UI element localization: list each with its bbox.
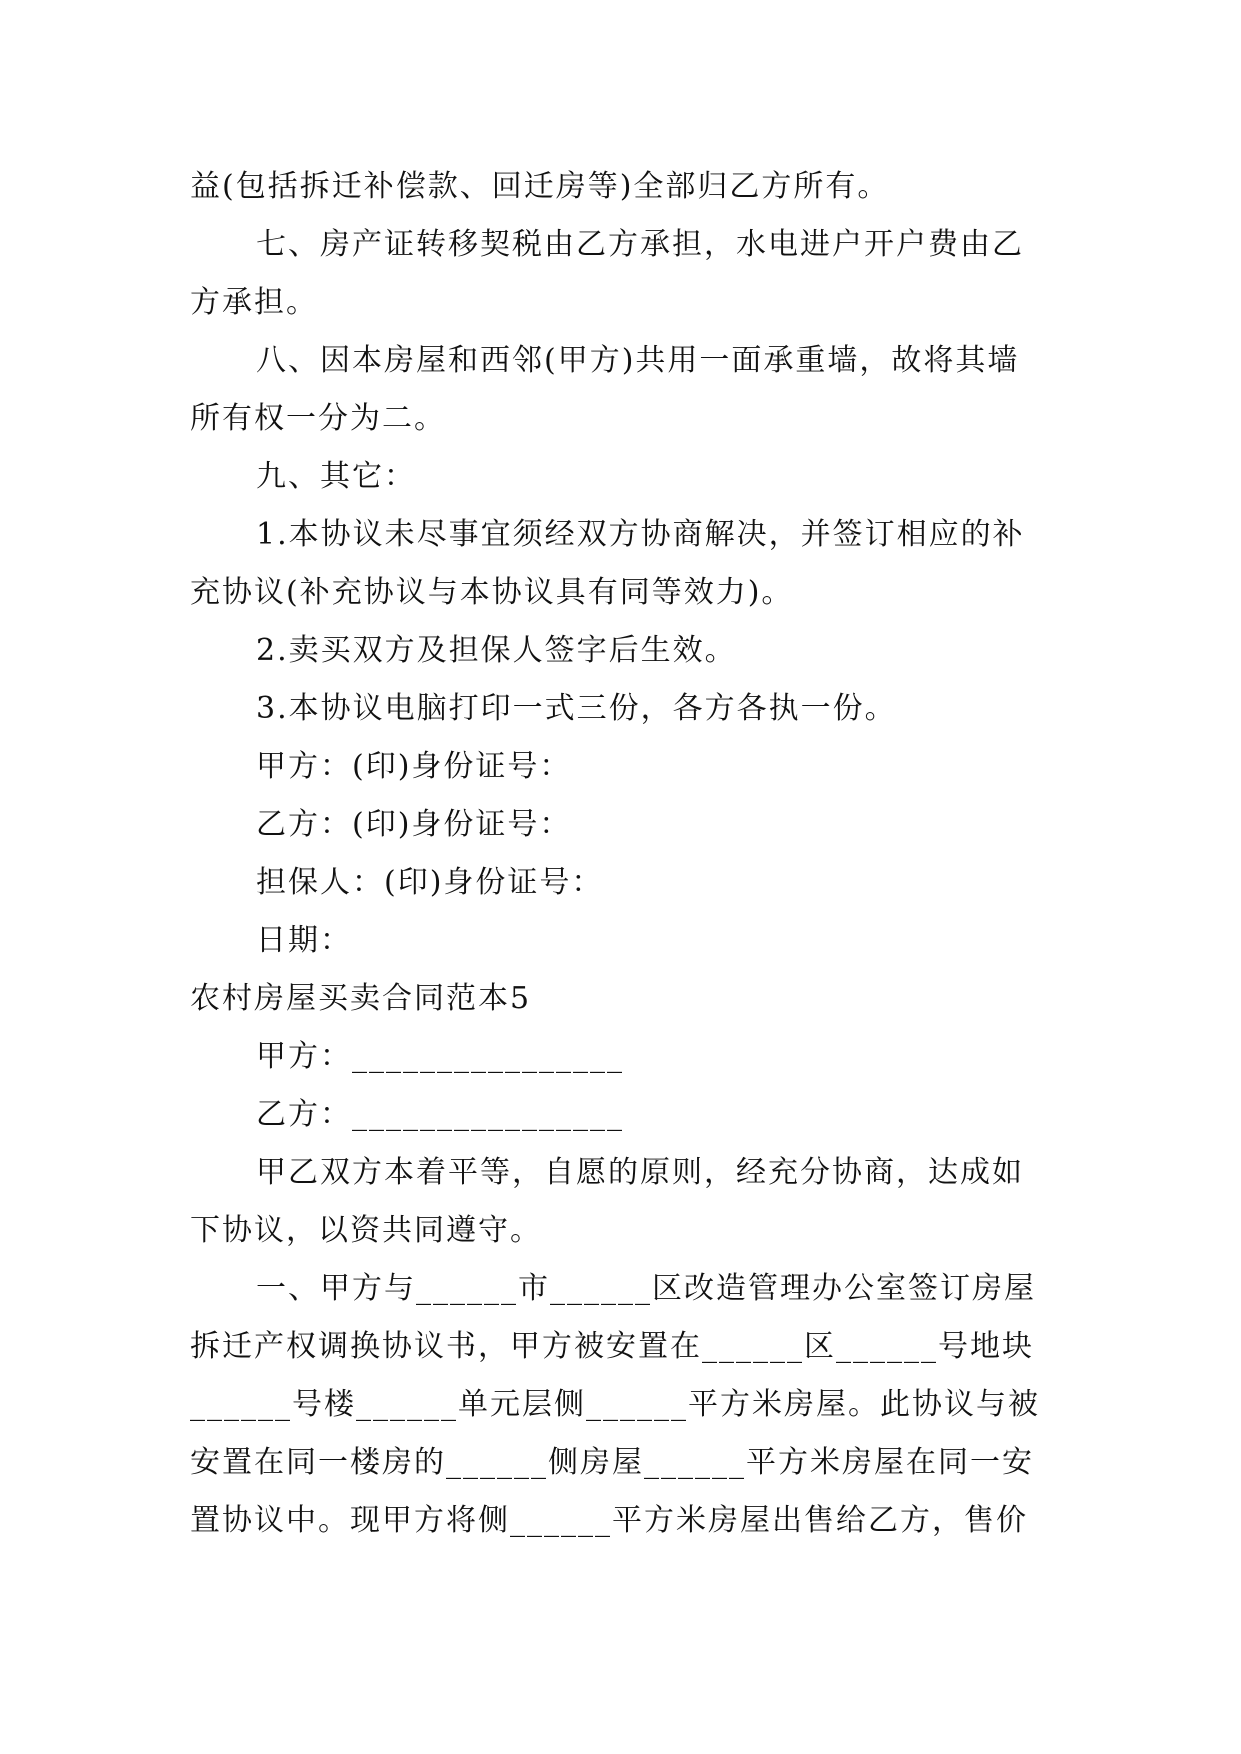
signature-guarantor: 担保人：(印)身份证号： [256, 865, 604, 900]
clause-1-line-5: 置协议中。现甲方将侧______平方米房屋出售给乙方，售价 [190, 1503, 1028, 1538]
clause-1-line-2: 拆迁产权调换协议书，甲方被安置在______区______号地块 [190, 1329, 1034, 1364]
clause-9-item-3: 3.本协议电脑打印一式三份，各方各执一份。 [256, 691, 897, 726]
document-body [190, 158, 1050, 1550]
clause-9-item-1: 1.本协议未尽事宜须经双方协商解决，并签订相应的补 [256, 517, 1025, 552]
party-a-field: 甲方：________________ [256, 1039, 624, 1074]
clause-9-item-2: 2.卖买双方及担保人签字后生效。 [256, 633, 737, 668]
clause-9-heading: 九、其它： [256, 459, 416, 494]
clause-7-continuation: 方承担。 [190, 285, 318, 320]
signature-party-b: 乙方：(印)身份证号： [256, 807, 572, 842]
signature-date: 日期： [256, 923, 352, 958]
text-line-1: 益(包括拆迁补偿款、回迁房等)全部归乙方所有。 [190, 169, 890, 204]
section-title: 农村房屋买卖合同范本5 [190, 981, 532, 1016]
preamble-continuation: 下协议，以资共同遵守。 [190, 1213, 542, 1248]
clause-9-item-1-continuation: 充协议(补充协议与本协议具有同等效力)。 [190, 575, 794, 610]
clause-7-line: 七、房产证转移契税由乙方承担，水电进户开户费由乙 [256, 227, 1024, 262]
clause-1-line-1: 一、甲方与______市______区改造管理办公室签订房屋 [256, 1271, 1036, 1306]
clause-1-line-4: 安置在同一楼房的______侧房屋______平方米房屋在同一安 [190, 1445, 1034, 1480]
party-b-field: 乙方：________________ [256, 1097, 624, 1132]
clause-1-line-3: ______号楼______单元层侧______平方米房屋。此协议与被 [190, 1387, 1040, 1422]
clause-8-line: 八、因本房屋和西邻(甲方)共用一面承重墙，故将其墙 [256, 343, 1020, 378]
preamble-line: 甲乙双方本着平等，自愿的原则，经充分协商，达成如 [256, 1155, 1024, 1190]
clause-8-continuation: 所有权一分为二。 [190, 401, 446, 436]
signature-party-a: 甲方：(印)身份证号： [256, 749, 572, 784]
